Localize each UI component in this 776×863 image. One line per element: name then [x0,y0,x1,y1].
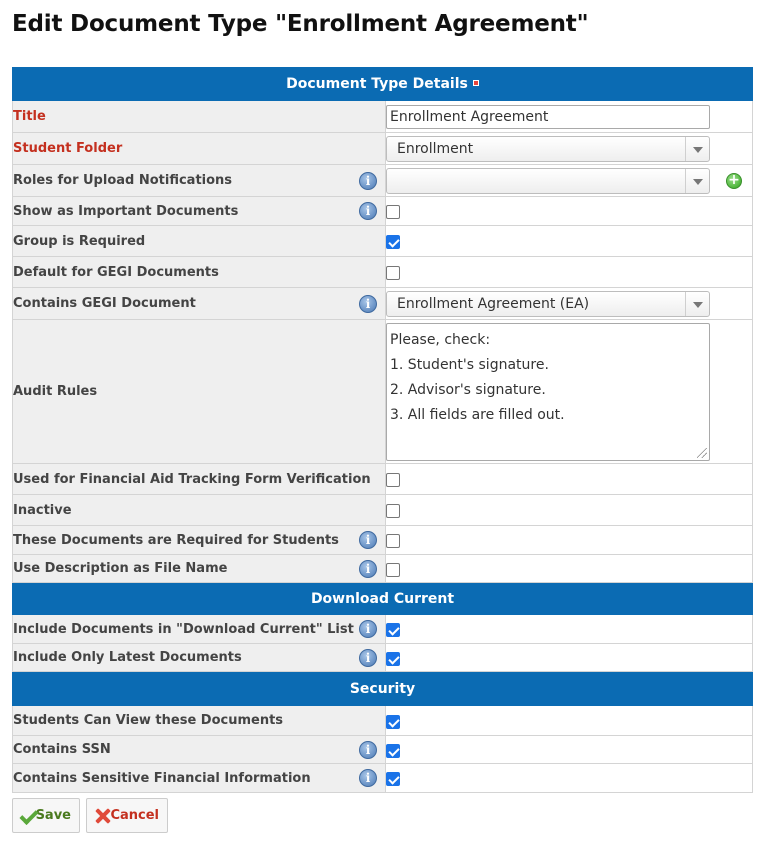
row-contains-ssn [13,736,753,764]
save-label: Save [35,808,71,823]
row-students-view [13,706,753,736]
row-default-gegi [13,257,753,288]
audit-rules-line: 2. Advisor's signature. [390,381,546,398]
contains-ssn-checkbox[interactable] [386,744,400,758]
section-title-security: Security [349,680,416,697]
document-type-form [12,67,753,793]
row-latest-only [13,644,753,672]
chevron-down-icon [685,169,709,193]
include-download-label: Include Documents in "Download Current" List [13,621,354,637]
audit-rules-line: 3. All fields are filled out. [390,406,565,423]
section-title-download: Download Current [310,590,455,607]
row-sensitive-financial [13,764,753,793]
row-required-students [13,526,753,555]
contains-ssn-label: Contains SSN [13,742,111,757]
row-financial-aid [13,464,753,495]
page-title: Edit Document Type "Enrollment Agreement" [12,11,589,37]
sensitive-financial-label: Contains Sensitive Financial Information [13,770,311,786]
contains-gegi-value: Enrollment Agreement (EA) [397,295,590,312]
close-icon [93,807,105,825]
contains-gegi-select[interactable] [386,291,710,317]
row-contains-gegi [13,288,753,320]
student-folder-select[interactable] [386,136,710,162]
include-download-checkbox[interactable] [386,623,400,637]
required-students-label: These Documents are Required for Students [13,532,339,548]
roles-upload-select[interactable] [386,168,710,194]
row-include-download [13,615,753,644]
save-button[interactable] [12,798,80,833]
latest-only-label: Include Only Latest Documents [13,650,242,665]
required-indicator-icon [473,80,479,86]
row-audit-rules [13,320,753,464]
latest-only-checkbox[interactable] [386,652,400,666]
cancel-label: Cancel [110,808,159,823]
row-desc-filename [13,555,753,583]
student-folder-label: Student Folder [13,141,123,156]
show-important-label: Show as Important Documents [13,203,239,219]
contains-gegi-label: Contains GEGI Document [13,296,196,311]
audit-rules-label: Audit Rules [13,384,98,399]
info-icon[interactable]: i [359,172,377,190]
financial-aid-label: Used for Financial Aid Tracking Form Verification [13,471,371,487]
row-show-important [13,197,753,226]
audit-rules-line: 1. Student's signature. [390,356,549,373]
info-icon[interactable]: i [359,649,377,667]
resize-handle-icon[interactable] [697,448,707,458]
section-title-details: Document Type Details [286,76,468,92]
row-roles-upload [13,165,753,197]
section-header-security [13,672,753,706]
group-required-label: Group is Required [13,233,146,249]
info-icon[interactable]: i [359,560,377,578]
section-header-details [13,68,753,101]
info-icon[interactable]: i [359,620,377,638]
info-icon[interactable]: i [359,741,377,759]
row-title [13,101,753,133]
inactive-checkbox[interactable] [386,504,400,518]
info-icon[interactable]: i [359,531,377,549]
row-inactive [13,495,753,526]
student-folder-value: Enrollment [397,140,474,157]
desc-filename-checkbox[interactable] [386,563,400,577]
title-label: Title [13,109,46,124]
students-view-label: Students Can View these Documents [13,713,284,728]
show-important-checkbox[interactable] [386,205,400,219]
row-group-required [13,226,753,257]
row-student-folder [13,133,753,165]
default-gegi-checkbox[interactable] [386,266,400,280]
roles-upload-label: Roles for Upload Notifications [13,173,233,188]
checkmark-icon [19,807,31,825]
info-icon[interactable]: i [359,202,377,220]
students-view-checkbox[interactable] [386,715,400,729]
required-students-checkbox[interactable] [386,534,400,548]
chevron-down-icon [685,292,709,316]
info-icon[interactable]: i [359,769,377,787]
audit-rules-textarea[interactable] [386,323,710,461]
sensitive-financial-checkbox[interactable] [386,772,400,786]
info-icon[interactable]: i [359,295,377,313]
chevron-down-icon [685,137,709,161]
add-role-icon[interactable]: + [726,173,742,189]
financial-aid-checkbox[interactable] [386,473,400,487]
desc-filename-label: Use Description as File Name [13,561,228,576]
title-input[interactable] [386,105,710,129]
default-gegi-label: Default for GEGI Documents [13,264,219,280]
group-required-checkbox[interactable] [386,235,400,249]
inactive-label: Inactive [13,502,72,518]
cancel-button[interactable] [86,798,168,833]
audit-rules-line: Please, check: [390,331,491,348]
section-header-download [13,583,753,615]
